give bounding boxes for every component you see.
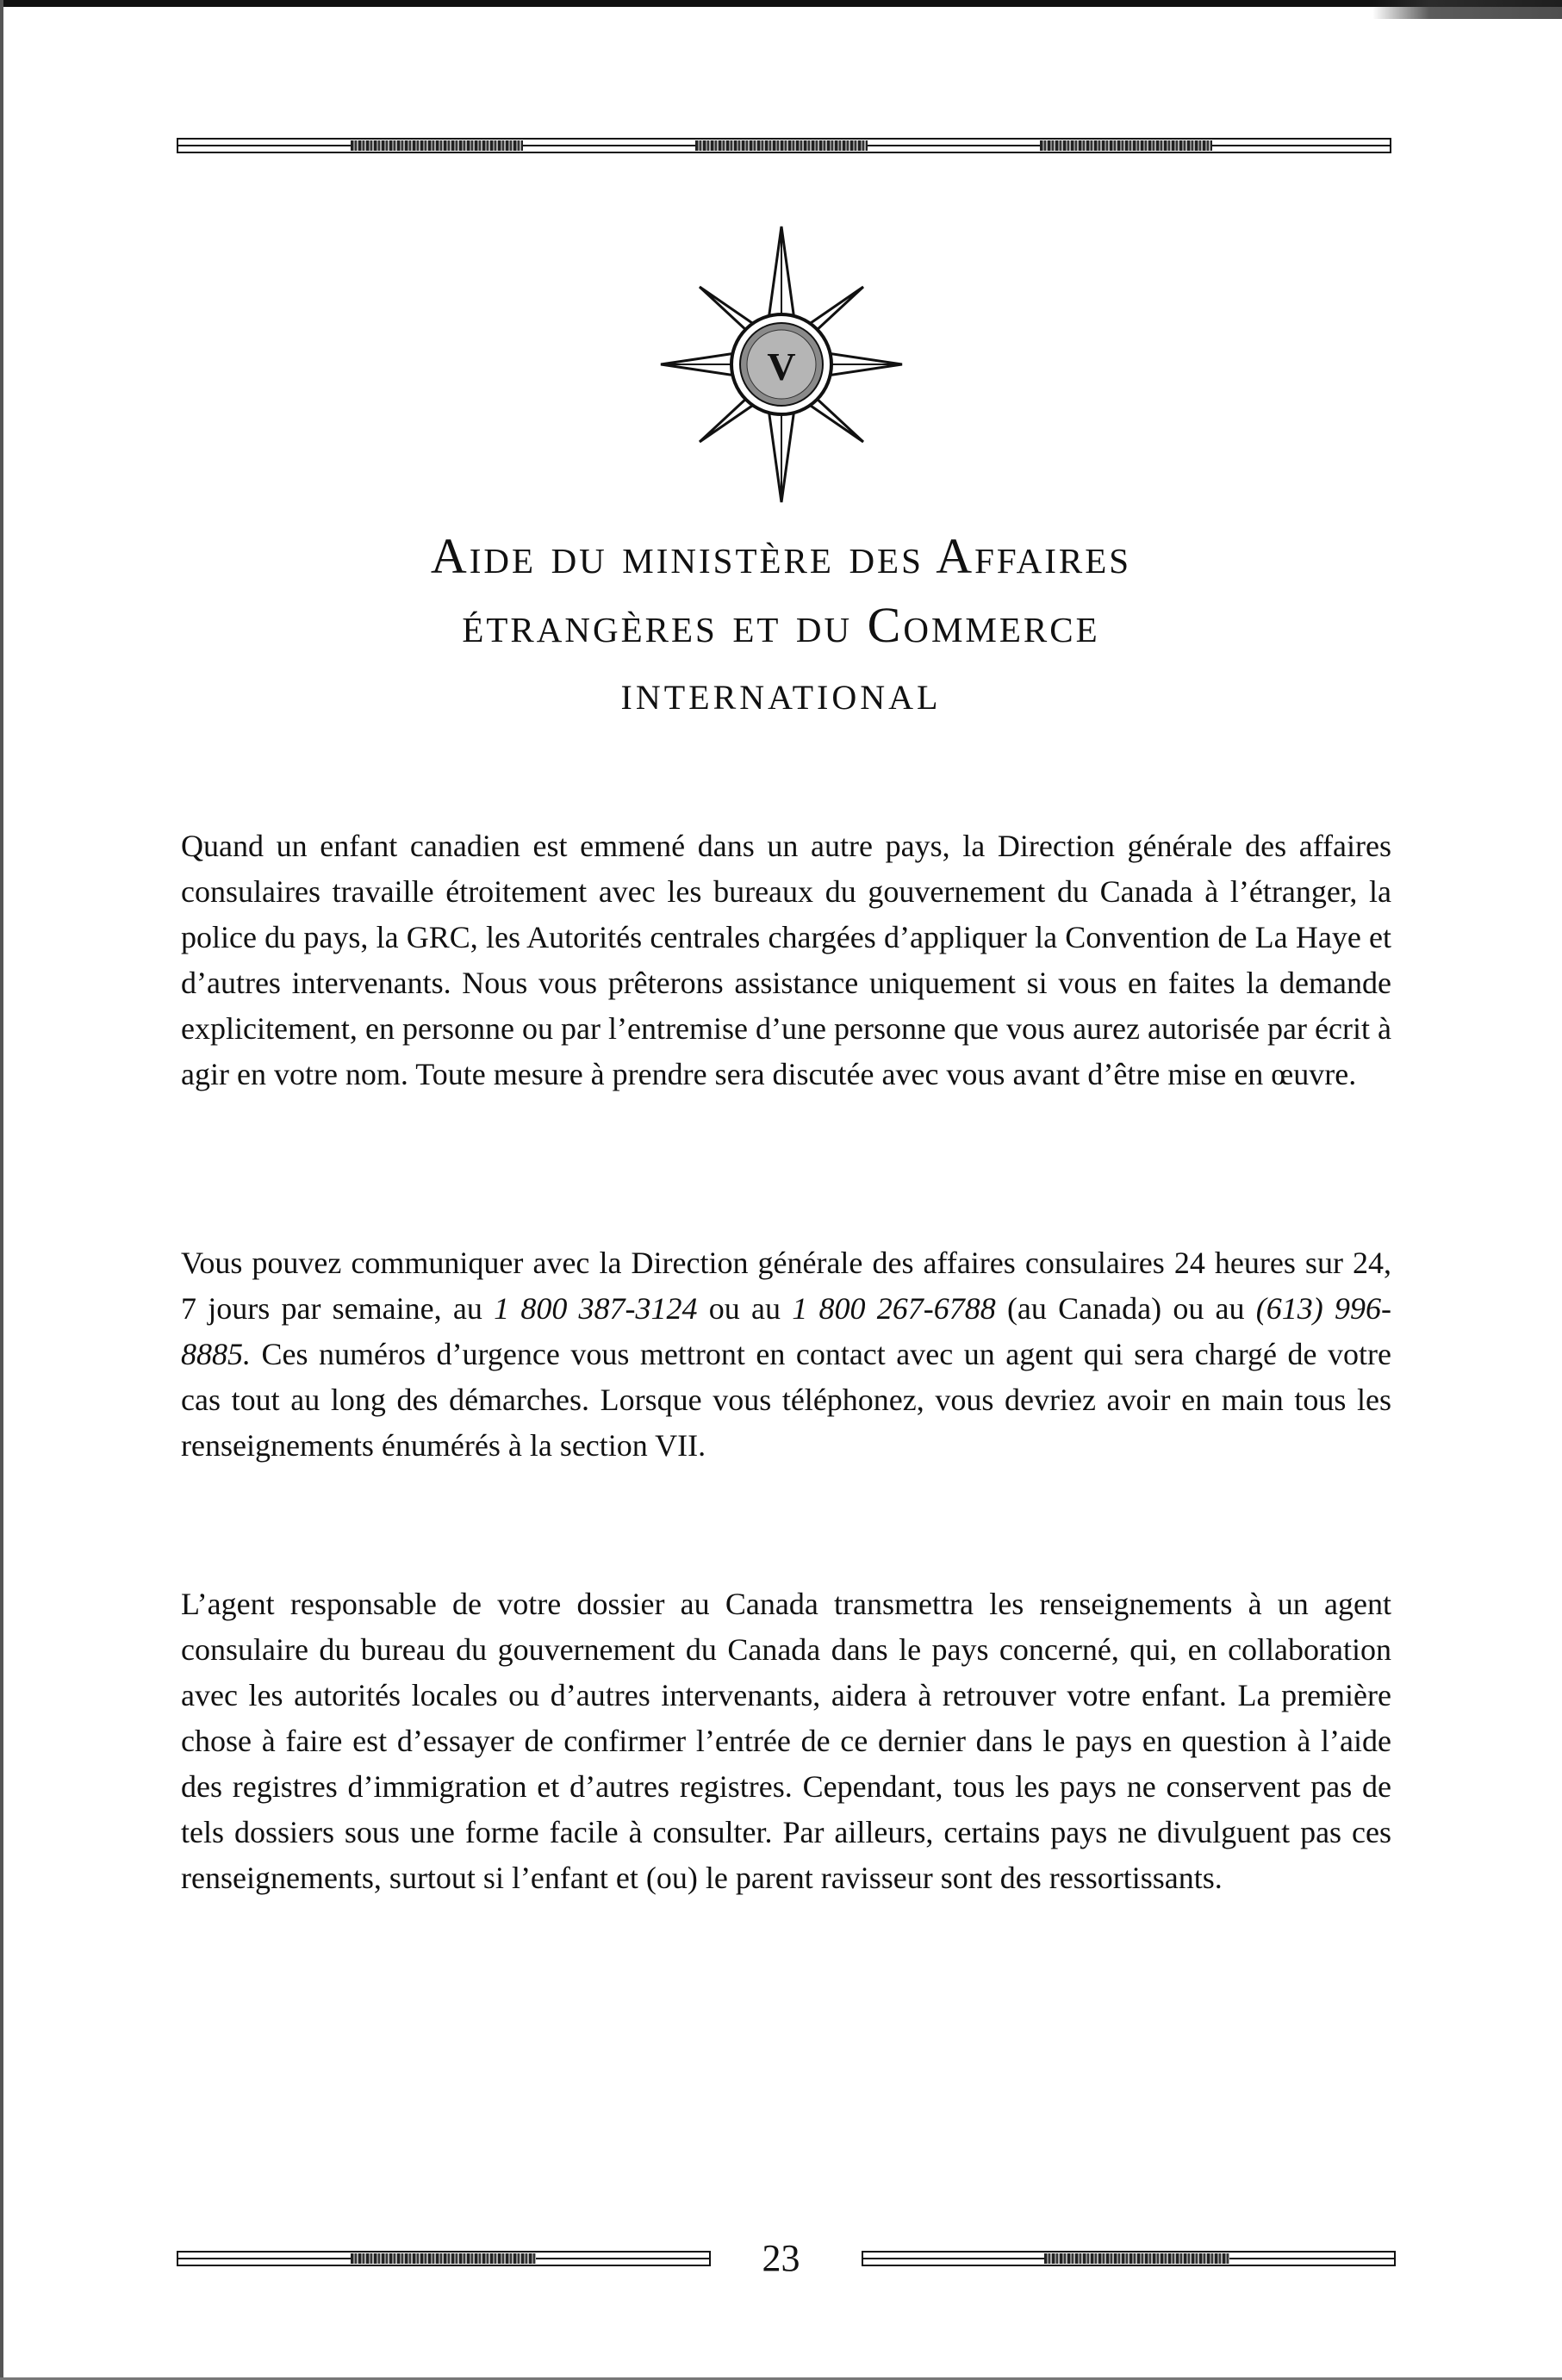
heading-line-2: étrangères et du Commerce [462,597,1100,653]
rule-ornament-band [695,140,868,151]
rule-ornament-band [1044,2253,1229,2264]
rule-ornament-band [351,2253,536,2264]
paragraph-1: Quand un enfant canadien est emmené dans un autre pays, la Direction générale des affaires consulaires travaille étroitement avec les bureaux du gouvernement du Canada à l’étranger, la police du pays, la GRC, les Autorités centrales chargées d’appliquer la Convention de La Haye et d’autres intervenants. Nous vous prêterons assistance uniquement si vous en faites la demande explicitement, en personne ou par l’entremise d’une personne que vous aurez autorisée par écrit à agir en votre nom. Toute mesure à prendre sera discutée avec vous avant d’être mise en œuvre. [181,829,1391,1091]
scan-edge-top [0,0,1562,7]
rule-ornament-band [1040,140,1212,151]
phone-number-3: (613) 996-8885. [181,1291,1391,1371]
paragraph-2-text-a: Vous pouvez communiquer avec la Direction générale des affaires consulaires 24 heures sur 24, 7 jours par semaine, au [181,1246,1391,1326]
paragraph-2-text-c: (au Canada) ou au [995,1291,1256,1326]
scan-edge-top-right [1372,0,1562,19]
paragraph-2-text-b: ou au [697,1291,793,1326]
compass-rose-icon [648,222,915,506]
rule-ornament-band [351,140,523,151]
phone-number-1: 1 800 387-3124 [494,1291,698,1326]
heading-line-1: Aide du ministère des Affaires [430,528,1132,584]
heading-line-3: INTERNATIONAL [620,678,942,717]
top-decorative-rule [177,138,1391,153]
scan-edge-left [0,0,3,2380]
compass-letter: V [767,345,796,388]
page-number: 23 [762,2237,800,2279]
paragraph-2-text-d: Ces numéros d’urgence vous mettront en contact avec un agent qui sera chargé de votre cas tout au long des démarches. Lorsque vous téléphonez, vous devriez avoir en main tous les renseignements énumérés à la section VII. [181,1337,1391,1463]
paragraph-3: L’agent responsable de votre dossier au Canada transmettra les renseignements à un agent consulaire du bureau du gouvernement du Canada dans le pays concerné, qui, en collaboration avec les autorités locales ou d’autres intervenants, aidera à retrouver votre enfant. La première chose à faire est d’essayer de confirmer l’entrée de ce dernier dans le pays en question à l’aide des registres d’immigration et d’autres registres. Cependant, tous les pays ne conservent pas de tels dossiers sous une forme facile à consulter. Par ailleurs, certains pays ne divulguent pas ces renseignements, surtout si l’enfant et (ou) le parent ravisseur sont des ressortissants. [181,1587,1391,1895]
phone-number-2: 1 800 267-6788 [792,1291,996,1326]
paragraph-2 [181,1240,1391,1469]
